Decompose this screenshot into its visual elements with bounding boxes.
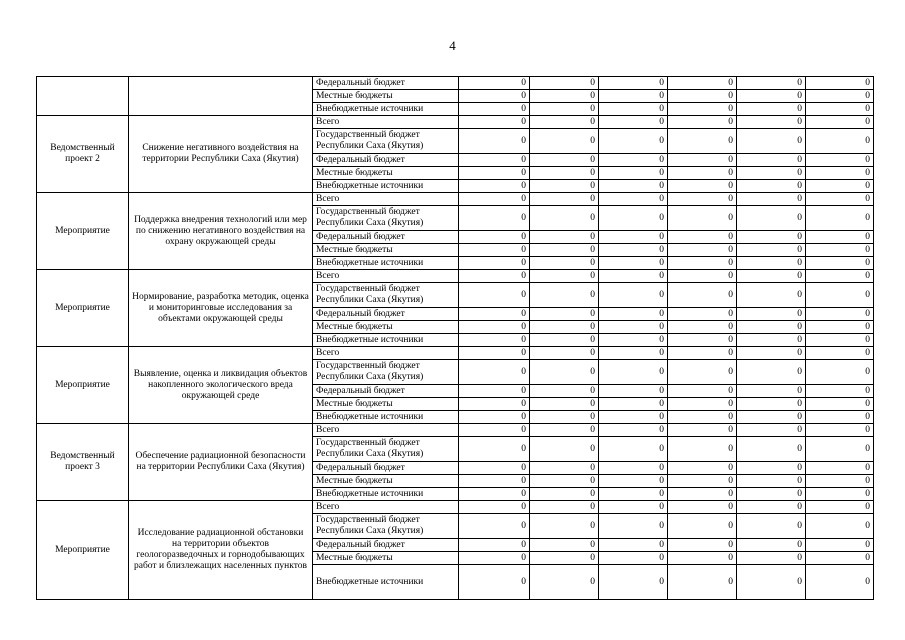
value-cell: 0 bbox=[459, 334, 530, 347]
value-cell: 0 bbox=[599, 154, 668, 167]
value-cell: 0 bbox=[530, 475, 599, 488]
value-cell: 0 bbox=[459, 321, 530, 334]
value-cell: 0 bbox=[737, 283, 806, 308]
source-cell: Всего bbox=[313, 116, 459, 129]
value-cell: 0 bbox=[530, 77, 599, 90]
value-cell: 0 bbox=[806, 501, 874, 514]
value-cell: 0 bbox=[737, 347, 806, 360]
value-cell: 0 bbox=[530, 514, 599, 539]
budget-table bbox=[36, 76, 874, 600]
value-cell: 0 bbox=[668, 462, 737, 475]
source-cell: Государственный бюджет Республики Саха (Якутия) bbox=[313, 514, 459, 539]
source-cell: Внебюджетные источники bbox=[313, 488, 459, 501]
value-cell: 0 bbox=[737, 90, 806, 103]
source-cell: Внебюджетные источники bbox=[313, 565, 459, 600]
value-cell: 0 bbox=[530, 462, 599, 475]
value-cell: 0 bbox=[459, 565, 530, 600]
value-cell: 0 bbox=[459, 411, 530, 424]
value-cell: 0 bbox=[599, 437, 668, 462]
name-cell: Поддержка внедрения технологий или мер по снижению негативного воздействия на охрану окружающей среды bbox=[129, 193, 313, 270]
source-cell: Федеральный бюджет bbox=[313, 308, 459, 321]
value-cell: 0 bbox=[530, 347, 599, 360]
value-cell: 0 bbox=[459, 77, 530, 90]
value-cell: 0 bbox=[599, 462, 668, 475]
value-cell: 0 bbox=[459, 385, 530, 398]
value-cell: 0 bbox=[530, 385, 599, 398]
value-cell: 0 bbox=[459, 308, 530, 321]
table-row bbox=[37, 347, 874, 360]
value-cell: 0 bbox=[459, 180, 530, 193]
value-cell: 0 bbox=[806, 347, 874, 360]
value-cell: 0 bbox=[737, 488, 806, 501]
name-cell: Исследование радиационной обстановки на территории объектов геологоразведочных и горнодобывающих работ и близлежащих населенных пунктов bbox=[129, 501, 313, 600]
value-cell: 0 bbox=[530, 193, 599, 206]
value-cell: 0 bbox=[668, 116, 737, 129]
value-cell: 0 bbox=[806, 398, 874, 411]
value-cell: 0 bbox=[459, 283, 530, 308]
value-cell: 0 bbox=[599, 103, 668, 116]
table-row bbox=[37, 501, 874, 514]
value-cell: 0 bbox=[599, 334, 668, 347]
name-cell: Обеспечение радиационной безопасности на территории Республики Саха (Якутия) bbox=[129, 424, 313, 501]
value-cell: 0 bbox=[806, 231, 874, 244]
value-cell: 0 bbox=[737, 385, 806, 398]
source-cell: Всего bbox=[313, 193, 459, 206]
value-cell: 0 bbox=[599, 347, 668, 360]
value-cell: 0 bbox=[530, 360, 599, 385]
value-cell: 0 bbox=[599, 77, 668, 90]
source-cell: Государственный бюджет Республики Саха (Якутия) bbox=[313, 129, 459, 154]
value-cell: 0 bbox=[668, 270, 737, 283]
type-cell: Ведомственный проект 3 bbox=[37, 424, 129, 501]
table-row bbox=[37, 270, 874, 283]
value-cell: 0 bbox=[599, 257, 668, 270]
value-cell: 0 bbox=[668, 398, 737, 411]
value-cell: 0 bbox=[737, 462, 806, 475]
type-cell: Ведомственный проект 2 bbox=[37, 116, 129, 193]
value-cell: 0 bbox=[530, 270, 599, 283]
value-cell: 0 bbox=[459, 514, 530, 539]
value-cell: 0 bbox=[737, 514, 806, 539]
value-cell: 0 bbox=[737, 475, 806, 488]
value-cell: 0 bbox=[806, 514, 874, 539]
value-cell: 0 bbox=[599, 385, 668, 398]
value-cell: 0 bbox=[459, 231, 530, 244]
value-cell: 0 bbox=[668, 103, 737, 116]
value-cell: 0 bbox=[737, 334, 806, 347]
value-cell: 0 bbox=[599, 308, 668, 321]
value-cell: 0 bbox=[599, 116, 668, 129]
value-cell: 0 bbox=[668, 244, 737, 257]
value-cell: 0 bbox=[459, 167, 530, 180]
value-cell: 0 bbox=[599, 539, 668, 552]
value-cell: 0 bbox=[806, 90, 874, 103]
value-cell: 0 bbox=[530, 552, 599, 565]
value-cell: 0 bbox=[668, 334, 737, 347]
value-cell: 0 bbox=[737, 103, 806, 116]
source-cell: Всего bbox=[313, 424, 459, 437]
value-cell: 0 bbox=[806, 154, 874, 167]
table-row bbox=[37, 116, 874, 129]
value-cell: 0 bbox=[530, 103, 599, 116]
value-cell: 0 bbox=[668, 308, 737, 321]
value-cell: 0 bbox=[806, 475, 874, 488]
value-cell: 0 bbox=[599, 129, 668, 154]
value-cell: 0 bbox=[530, 154, 599, 167]
value-cell: 0 bbox=[530, 283, 599, 308]
name-cell: Выявление, оценка и ликвидация объектов накопленного экологического вреда окружающей среде bbox=[129, 347, 313, 424]
value-cell: 0 bbox=[459, 244, 530, 257]
value-cell: 0 bbox=[668, 501, 737, 514]
value-cell: 0 bbox=[530, 244, 599, 257]
source-cell: Государственный бюджет Республики Саха (Якутия) bbox=[313, 360, 459, 385]
value-cell: 0 bbox=[668, 154, 737, 167]
value-cell: 0 bbox=[599, 501, 668, 514]
value-cell: 0 bbox=[737, 129, 806, 154]
value-cell: 0 bbox=[459, 90, 530, 103]
source-cell: Всего bbox=[313, 347, 459, 360]
source-cell: Федеральный бюджет bbox=[313, 462, 459, 475]
page-number: 4 bbox=[449, 38, 456, 53]
value-cell: 0 bbox=[668, 539, 737, 552]
source-cell: Местные бюджеты bbox=[313, 244, 459, 257]
value-cell: 0 bbox=[668, 475, 737, 488]
type-cell: Мероприятие bbox=[37, 501, 129, 600]
table-row bbox=[37, 193, 874, 206]
source-cell: Государственный бюджет Республики Саха (Якутия) bbox=[313, 437, 459, 462]
value-cell: 0 bbox=[737, 167, 806, 180]
value-cell: 0 bbox=[459, 437, 530, 462]
value-cell: 0 bbox=[737, 270, 806, 283]
value-cell: 0 bbox=[806, 334, 874, 347]
value-cell: 0 bbox=[599, 488, 668, 501]
value-cell: 0 bbox=[459, 347, 530, 360]
value-cell: 0 bbox=[806, 488, 874, 501]
value-cell: 0 bbox=[668, 385, 737, 398]
source-cell: Всего bbox=[313, 270, 459, 283]
source-cell: Федеральный бюджет bbox=[313, 231, 459, 244]
value-cell: 0 bbox=[668, 321, 737, 334]
value-cell: 0 bbox=[737, 565, 806, 600]
value-cell: 0 bbox=[806, 539, 874, 552]
value-cell: 0 bbox=[668, 77, 737, 90]
type-cell: Мероприятие bbox=[37, 193, 129, 270]
value-cell: 0 bbox=[668, 411, 737, 424]
value-cell: 0 bbox=[668, 514, 737, 539]
value-cell: 0 bbox=[806, 321, 874, 334]
value-cell: 0 bbox=[459, 116, 530, 129]
value-cell: 0 bbox=[668, 180, 737, 193]
value-cell: 0 bbox=[599, 270, 668, 283]
value-cell: 0 bbox=[459, 129, 530, 154]
value-cell: 0 bbox=[668, 437, 737, 462]
value-cell: 0 bbox=[459, 360, 530, 385]
value-cell: 0 bbox=[668, 90, 737, 103]
value-cell: 0 bbox=[530, 539, 599, 552]
value-cell: 0 bbox=[530, 398, 599, 411]
value-cell: 0 bbox=[599, 283, 668, 308]
value-cell: 0 bbox=[459, 398, 530, 411]
source-cell: Внебюджетные источники bbox=[313, 411, 459, 424]
value-cell: 0 bbox=[737, 244, 806, 257]
value-cell: 0 bbox=[459, 552, 530, 565]
value-cell: 0 bbox=[806, 565, 874, 600]
value-cell: 0 bbox=[806, 167, 874, 180]
value-cell: 0 bbox=[737, 411, 806, 424]
value-cell: 0 bbox=[668, 257, 737, 270]
value-cell: 0 bbox=[459, 154, 530, 167]
value-cell: 0 bbox=[806, 411, 874, 424]
value-cell: 0 bbox=[668, 231, 737, 244]
value-cell: 0 bbox=[530, 488, 599, 501]
budget-table-body bbox=[37, 77, 874, 600]
value-cell: 0 bbox=[737, 206, 806, 231]
value-cell: 0 bbox=[806, 360, 874, 385]
name-cell: Снижение негативного воздействия на территории Республики Саха (Якутия) bbox=[129, 116, 313, 193]
name-cell bbox=[129, 77, 313, 116]
value-cell: 0 bbox=[806, 193, 874, 206]
value-cell: 0 bbox=[599, 398, 668, 411]
value-cell: 0 bbox=[599, 475, 668, 488]
value-cell: 0 bbox=[530, 257, 599, 270]
value-cell: 0 bbox=[459, 193, 530, 206]
value-cell: 0 bbox=[459, 488, 530, 501]
value-cell: 0 bbox=[530, 231, 599, 244]
source-cell: Внебюджетные источники bbox=[313, 334, 459, 347]
value-cell: 0 bbox=[806, 437, 874, 462]
value-cell: 0 bbox=[668, 129, 737, 154]
value-cell: 0 bbox=[806, 206, 874, 231]
value-cell: 0 bbox=[599, 360, 668, 385]
value-cell: 0 bbox=[806, 270, 874, 283]
value-cell: 0 bbox=[806, 77, 874, 90]
value-cell: 0 bbox=[459, 501, 530, 514]
source-cell: Внебюджетные источники bbox=[313, 257, 459, 270]
value-cell: 0 bbox=[737, 552, 806, 565]
value-cell: 0 bbox=[530, 424, 599, 437]
value-cell: 0 bbox=[737, 180, 806, 193]
value-cell: 0 bbox=[806, 257, 874, 270]
value-cell: 0 bbox=[459, 539, 530, 552]
value-cell: 0 bbox=[599, 552, 668, 565]
value-cell: 0 bbox=[599, 90, 668, 103]
value-cell: 0 bbox=[599, 321, 668, 334]
value-cell: 0 bbox=[737, 437, 806, 462]
value-cell: 0 bbox=[737, 321, 806, 334]
value-cell: 0 bbox=[530, 206, 599, 231]
value-cell: 0 bbox=[668, 565, 737, 600]
source-cell: Местные бюджеты bbox=[313, 321, 459, 334]
value-cell: 0 bbox=[599, 180, 668, 193]
value-cell: 0 bbox=[668, 283, 737, 308]
value-cell: 0 bbox=[737, 539, 806, 552]
value-cell: 0 bbox=[806, 462, 874, 475]
value-cell: 0 bbox=[668, 424, 737, 437]
value-cell: 0 bbox=[806, 244, 874, 257]
value-cell: 0 bbox=[668, 552, 737, 565]
value-cell: 0 bbox=[530, 565, 599, 600]
source-cell: Всего bbox=[313, 501, 459, 514]
value-cell: 0 bbox=[806, 385, 874, 398]
value-cell: 0 bbox=[737, 193, 806, 206]
value-cell: 0 bbox=[737, 231, 806, 244]
source-cell: Федеральный бюджет bbox=[313, 385, 459, 398]
source-cell: Местные бюджеты bbox=[313, 475, 459, 488]
value-cell: 0 bbox=[530, 116, 599, 129]
source-cell: Внебюджетные источники bbox=[313, 103, 459, 116]
value-cell: 0 bbox=[806, 424, 874, 437]
value-cell: 0 bbox=[737, 398, 806, 411]
value-cell: 0 bbox=[530, 167, 599, 180]
value-cell: 0 bbox=[668, 206, 737, 231]
source-cell: Федеральный бюджет bbox=[313, 154, 459, 167]
value-cell: 0 bbox=[599, 193, 668, 206]
value-cell: 0 bbox=[530, 334, 599, 347]
value-cell: 0 bbox=[599, 244, 668, 257]
value-cell: 0 bbox=[806, 103, 874, 116]
value-cell: 0 bbox=[599, 424, 668, 437]
value-cell: 0 bbox=[530, 321, 599, 334]
source-cell: Местные бюджеты bbox=[313, 552, 459, 565]
value-cell: 0 bbox=[530, 308, 599, 321]
value-cell: 0 bbox=[668, 167, 737, 180]
value-cell: 0 bbox=[806, 180, 874, 193]
value-cell: 0 bbox=[530, 501, 599, 514]
source-cell: Внебюджетные источники bbox=[313, 180, 459, 193]
value-cell: 0 bbox=[668, 193, 737, 206]
value-cell: 0 bbox=[737, 116, 806, 129]
value-cell: 0 bbox=[459, 257, 530, 270]
value-cell: 0 bbox=[806, 308, 874, 321]
value-cell: 0 bbox=[530, 129, 599, 154]
value-cell: 0 bbox=[806, 283, 874, 308]
value-cell: 0 bbox=[668, 360, 737, 385]
value-cell: 0 bbox=[599, 167, 668, 180]
value-cell: 0 bbox=[599, 565, 668, 600]
value-cell: 0 bbox=[737, 257, 806, 270]
value-cell: 0 bbox=[737, 501, 806, 514]
source-cell: Федеральный бюджет bbox=[313, 77, 459, 90]
value-cell: 0 bbox=[459, 206, 530, 231]
value-cell: 0 bbox=[459, 270, 530, 283]
value-cell: 0 bbox=[599, 514, 668, 539]
value-cell: 0 bbox=[530, 90, 599, 103]
source-cell: Местные бюджеты bbox=[313, 90, 459, 103]
value-cell: 0 bbox=[599, 411, 668, 424]
value-cell: 0 bbox=[668, 488, 737, 501]
value-cell: 0 bbox=[599, 231, 668, 244]
type-cell: Мероприятие bbox=[37, 270, 129, 347]
value-cell: 0 bbox=[737, 424, 806, 437]
value-cell: 0 bbox=[459, 103, 530, 116]
value-cell: 0 bbox=[806, 552, 874, 565]
source-cell: Местные бюджеты bbox=[313, 167, 459, 180]
value-cell: 0 bbox=[737, 360, 806, 385]
source-cell: Государственный бюджет Республики Саха (Якутия) bbox=[313, 206, 459, 231]
value-cell: 0 bbox=[530, 411, 599, 424]
value-cell: 0 bbox=[530, 180, 599, 193]
table-row bbox=[37, 77, 874, 90]
source-cell: Государственный бюджет Республики Саха (Якутия) bbox=[313, 283, 459, 308]
name-cell: Нормирование, разработка методик, оценка и мониторинговые исследования за объектами окружающей среды bbox=[129, 270, 313, 347]
value-cell: 0 bbox=[459, 424, 530, 437]
value-cell: 0 bbox=[806, 129, 874, 154]
type-cell bbox=[37, 77, 129, 116]
value-cell: 0 bbox=[459, 462, 530, 475]
value-cell: 0 bbox=[599, 206, 668, 231]
type-cell: Мероприятие bbox=[37, 347, 129, 424]
value-cell: 0 bbox=[737, 77, 806, 90]
value-cell: 0 bbox=[459, 475, 530, 488]
table-row bbox=[37, 424, 874, 437]
value-cell: 0 bbox=[737, 308, 806, 321]
value-cell: 0 bbox=[530, 437, 599, 462]
source-cell: Местные бюджеты bbox=[313, 398, 459, 411]
source-cell: Федеральный бюджет bbox=[313, 539, 459, 552]
value-cell: 0 bbox=[806, 116, 874, 129]
value-cell: 0 bbox=[668, 347, 737, 360]
value-cell: 0 bbox=[737, 154, 806, 167]
